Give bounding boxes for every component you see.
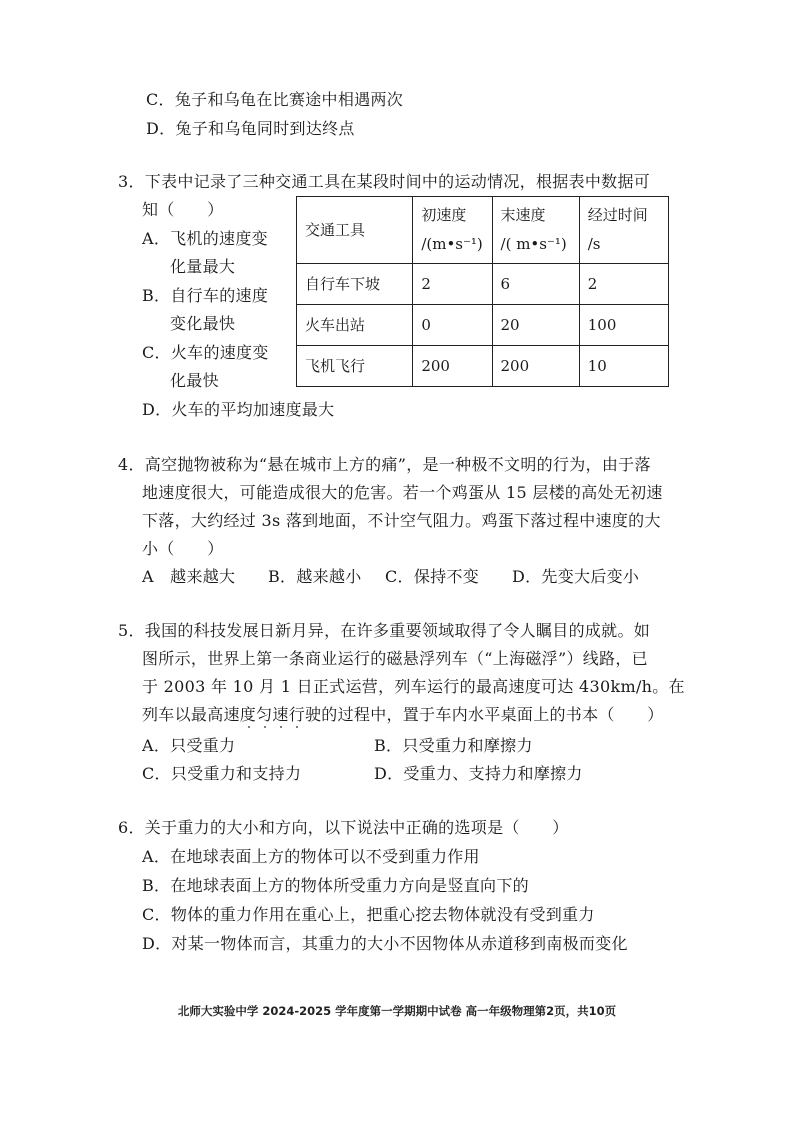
q4-stem-line3: 下落，大约经过 3s 落到地面，不计空气阻力。鸡蛋下落过程中速度的大 (142, 511, 661, 530)
table-cell: 10 (579, 346, 668, 387)
emphasis-dot (248, 726, 250, 728)
q6-stem: 6．关于重力的大小和方向，以下说法中正确的选项是（ ） (118, 818, 569, 837)
q3-stem-line1: 3．下表中记录了三种交通工具在某段时间中的运动情况，根据表中数据可 (118, 172, 651, 191)
q6-option-c: C．物体的重力作用在重心上，把重心挖去物体就没有受到重力 (142, 905, 595, 924)
q4-option-a: A 越来越大 (142, 567, 236, 586)
emphasis-dot (296, 726, 298, 728)
q4-option-d: D．先变大后变小 (512, 567, 640, 586)
q3-option-c-line2: 化最快 (170, 371, 219, 390)
q2-option-c: C．兔子和乌龟在比赛途中相遇两次 (146, 90, 404, 109)
table-header-cell (579, 197, 668, 264)
table-cell: 飞机飞行 (297, 346, 413, 387)
q4-stem-line1: 4．高空抛物被称为“悬在城市上方的痛”，是一种极不文明的行为，由于落 (118, 455, 651, 474)
q5-option-b: B．只受重力和摩擦力 (374, 736, 533, 755)
table-cell: 0 (413, 305, 492, 346)
q2-option-d: D．兔子和乌龟同时到达终点 (146, 119, 355, 138)
q4-option-b: B．越来越小 (268, 567, 362, 586)
q3-option-b-line2: 变化最快 (170, 314, 236, 333)
q3-option-d: D．火车的平均加速度最大 (142, 400, 335, 419)
header-initial-speed: 初速度 (421, 206, 467, 224)
q5-option-d: D．受重力、支持力和摩擦力 (374, 764, 583, 783)
header-final-speed: 末速度 (500, 206, 546, 224)
header-initial-speed-unit: /(m•s⁻¹) (421, 235, 483, 253)
q5-option-c: C．只受重力和支持力 (142, 764, 302, 783)
q3-stem-line2: 知（ ） (142, 200, 224, 219)
q3-data-table (296, 196, 669, 387)
q6-option-b: B．在地球表面上方的物体所受重力方向是竖直向下的 (142, 876, 529, 895)
table-cell: 100 (579, 305, 668, 346)
table-cell: 2 (579, 264, 668, 305)
page-footer: 北师大实验中学 2024-2025 学年度第一学期期中试卷 高一年级物理第2页，共10页 (177, 1004, 617, 1018)
table-cell: 自行车下坡 (297, 264, 413, 305)
table-row (297, 346, 669, 387)
q3-option-a-line1: A．飞机的速度变 (142, 229, 268, 248)
emphasis-dot (264, 726, 266, 728)
q5-option-a: A．只受重力 (142, 736, 236, 755)
table-header-cell (413, 197, 492, 264)
table-cell: 火车出站 (297, 305, 413, 346)
header-final-speed-unit: /( m•s⁻¹) (500, 235, 567, 253)
table-row (297, 264, 669, 305)
q5-stem-line3: 于 2003 年 10 月 1 日正式运营，列车运行的最高速度可达 430km/h。在 (142, 677, 685, 696)
table-cell: 2 (413, 264, 492, 305)
q5-stem-line2: 图所示，世界上第一条商业运行的磁悬浮列车（“上海磁浮”）线路，已 (142, 649, 648, 668)
q3-option-c-line1: C．火车的速度变 (142, 343, 269, 362)
q3-option-a-line2: 化量最大 (170, 257, 236, 276)
q6-option-d: D．对某一物体而言，其重力的大小不因物体从赤道移到南极而变化 (142, 934, 628, 953)
table-cell: 20 (492, 305, 579, 346)
q4-option-c: C．保持不变 (385, 567, 480, 586)
table-header-cell (492, 197, 579, 264)
q6-option-a: A．在地球表面上方的物体可以不受到重力作用 (142, 847, 480, 866)
header-vehicle: 交通工具 (305, 220, 366, 239)
q4-stem-line2: 地速度很大，可能造成很大的危害。若一个鸡蛋从 15 层楼的高处无初速 (142, 483, 663, 502)
q4-stem-line4: 小（ ） (142, 539, 224, 558)
header-elapsed-time: 经过时间 (587, 206, 648, 224)
q5-stem-line4: 列车以最高速度匀速行驶的过程中，置于车内水平桌面上的书本（ ） (142, 705, 664, 724)
table-row (297, 305, 669, 346)
table-header-cell (297, 197, 413, 264)
q5-stem-line1: 5．我国的科技发展日新月异，在许多重要领域取得了令人瞩目的成就。如 (118, 621, 651, 640)
table-cell: 200 (413, 346, 492, 387)
table-cell: 200 (492, 346, 579, 387)
table-header-row (297, 197, 669, 264)
q3-option-b-line1: B．自行车的速度 (142, 286, 269, 305)
header-elapsed-time-unit: /s (587, 235, 601, 253)
table-cell: 6 (492, 264, 579, 305)
emphasis-dot (280, 726, 282, 728)
